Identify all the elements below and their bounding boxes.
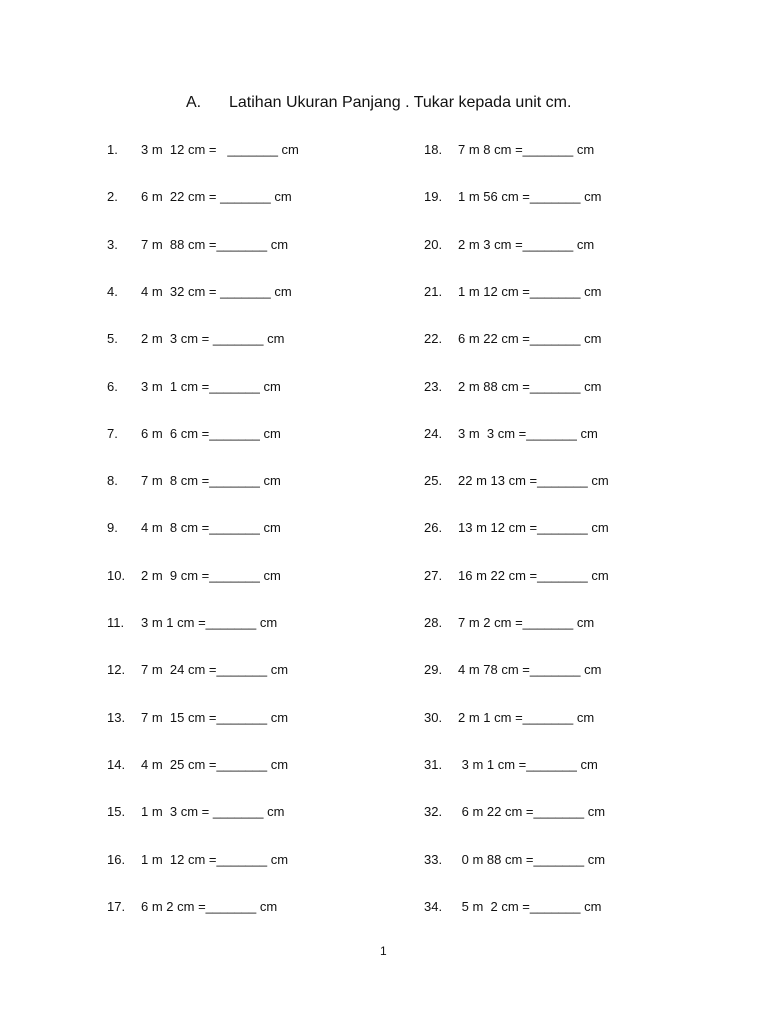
question-expression: 13 m 12 cm =_______ cm (458, 520, 609, 535)
question-number: 19. (424, 189, 443, 204)
question-number: 16. (107, 852, 126, 867)
question-expression: 3 m 3 cm =_______ cm (458, 426, 598, 441)
question-number: 3. (107, 237, 118, 252)
question-expression: 2 m 3 cm =_______ cm (458, 237, 595, 252)
question-number: 25. (424, 473, 443, 488)
question-number: 21. (424, 284, 443, 299)
question-expression: 2 m 3 cm = _______ cm (141, 331, 285, 346)
question-number: 23. (424, 379, 443, 394)
question-number: 29. (424, 662, 443, 677)
question-number: 4. (107, 284, 118, 299)
section-title-text: Latihan Ukuran Panjang . Tukar kepada unit cm. (229, 94, 572, 111)
question-number: 33. (424, 852, 443, 867)
question-expression: 1 m 12 cm =_______ cm (141, 852, 289, 867)
question-expression: 4 m 78 cm =_______ cm (458, 662, 602, 677)
question-expression: 16 m 22 cm =_______ cm (458, 568, 609, 583)
question-number: 8. (107, 473, 118, 488)
question-expression: 1 m 3 cm = _______ cm (141, 804, 285, 819)
question-number: 1. (107, 142, 118, 157)
question-number: 28. (424, 615, 443, 630)
question-number: 24. (424, 426, 443, 441)
question-expression: 4 m 8 cm =_______ cm (141, 520, 281, 535)
question-expression: 6 m 22 cm =_______ cm (458, 804, 606, 819)
question-expression: 3 m 1 cm =_______ cm (141, 379, 281, 394)
question-expression: 7 m 15 cm =_______ cm (141, 710, 289, 725)
question-expression: 2 m 88 cm =_______ cm (458, 379, 602, 394)
question-expression: 4 m 25 cm =_______ cm (141, 757, 289, 772)
question-expression: 7 m 2 cm =_______ cm (458, 615, 595, 630)
question-expression: 3 m 1 cm =_______ cm (141, 615, 278, 630)
question-expression: 7 m 8 cm =_______ cm (141, 473, 281, 488)
question-number: 14. (107, 757, 126, 772)
question-expression: 3 m 12 cm = _______ cm (141, 142, 299, 157)
question-number: 30. (424, 710, 443, 725)
question-expression: 4 m 32 cm = _______ cm (141, 284, 292, 299)
question-number: 5. (107, 331, 118, 346)
question-expression: 5 m 2 cm =_______ cm (458, 899, 602, 914)
page-number: 1 (380, 944, 387, 958)
question-number: 34. (424, 899, 443, 914)
question-expression: 2 m 9 cm =_______ cm (141, 568, 281, 583)
question-number: 6. (107, 379, 118, 394)
question-expression: 3 m 1 cm =_______ cm (458, 757, 598, 772)
section-letter: A. (186, 94, 202, 111)
question-expression: 6 m 22 cm = _______ cm (141, 189, 292, 204)
question-expression: 2 m 1 cm =_______ cm (458, 710, 595, 725)
question-number: 11. (107, 615, 125, 630)
question-number: 9. (107, 520, 118, 535)
question-number: 18. (424, 142, 443, 157)
question-number: 17. (107, 899, 126, 914)
question-expression: 7 m 8 cm =_______ cm (458, 142, 595, 157)
question-number: 2. (107, 189, 118, 204)
question-expression: 22 m 13 cm =_______ cm (458, 473, 609, 488)
question-expression: 7 m 24 cm =_______ cm (141, 662, 289, 677)
question-number: 15. (107, 804, 126, 819)
question-number: 12. (107, 662, 126, 677)
question-number: 7. (107, 426, 118, 441)
question-number: 27. (424, 568, 443, 583)
question-expression: 1 m 56 cm =_______ cm (458, 189, 602, 204)
question-number: 10. (107, 568, 126, 583)
question-expression: 7 m 88 cm =_______ cm (141, 237, 289, 252)
question-expression: 6 m 22 cm =_______ cm (458, 331, 602, 346)
question-number: 31. (424, 757, 443, 772)
question-number: 22. (424, 331, 443, 346)
worksheet-title (186, 94, 571, 112)
question-number: 26. (424, 520, 443, 535)
question-number: 20. (424, 237, 443, 252)
question-number: 13. (107, 710, 126, 725)
question-expression: 0 m 88 cm =_______ cm (458, 852, 606, 867)
question-expression: 1 m 12 cm =_______ cm (458, 284, 602, 299)
question-number: 32. (424, 804, 443, 819)
question-expression: 6 m 6 cm =_______ cm (141, 426, 281, 441)
question-expression: 6 m 2 cm =_______ cm (141, 899, 278, 914)
